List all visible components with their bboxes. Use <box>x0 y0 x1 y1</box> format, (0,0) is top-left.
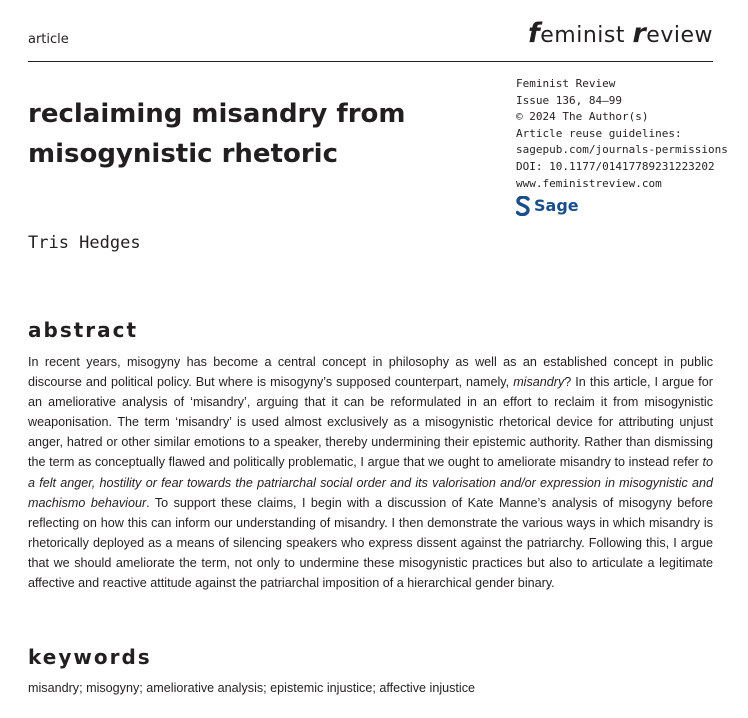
logo-text-eminist: eminist <box>540 23 633 48</box>
abstract-segment: In recent years, misogyny has become a central concept in philosophy as well as an established concept in public discourse and political policy. But where is misogyny’s supposed counterpart, namely, <box>28 355 713 390</box>
abstract-segment: . To support these claims, I begin with a discussion of Kate Manne’s analysis of misogyny before reflecting on how this can inform our understanding of misandry. I then demonstrate the various ways in which misandry is rhetorically deployed as a means of silencing speakers who express dissent against the patriarchy. Following this, I argue that we should ameliorate the term, not only to undermine these misogynistic practices but also to articulate a legitimate affective and reactive attitude against the patriarchal imposition of a hierarchical gender binary. <box>28 495 714 591</box>
abstract-segment-italic: to a felt anger, hostility or fear towards the patriarchal social order and its valorisation and/or expression in misogynistic and machismo behaviour <box>28 455 713 510</box>
meta-reuse-link[interactable]: sagepub.com/journals-permissions <box>516 143 728 157</box>
meta-issue: Issue 136, 84–99 <box>516 93 622 107</box>
page-header <box>28 18 713 62</box>
meta-website[interactable]: www.feministreview.com <box>516 176 662 190</box>
logo-initial-f: f <box>528 18 541 49</box>
meta-doi[interactable]: DOI: 10.1177/01417789231223202 <box>516 159 715 173</box>
abstract-heading: abstract <box>28 318 139 342</box>
publication-metadata <box>516 76 728 216</box>
keywords-list: misandry; misogyny; ameliorative analysis; epistemic injustice; affective injustice <box>28 681 476 695</box>
abstract-segment: ? In this article, I argue for an ameliorative analysis of ‘misandry’, arguing that it can be reformulated in an effort to reclaim it from misogynistic weaponisation. The term ‘misandry’ is used almost exclusively as a misogynistic rhetorical device for attributing unjust anger, hatred or other similar emotions to a speaker, thereby undermining their epistemic authority. Rather than dismissing the term as conceptually flawed and politically problematic, I argue that we ought to ameliorate misandry to instead refer <box>28 375 713 470</box>
journal-logo <box>528 18 713 49</box>
sage-logo-text: Sage <box>534 195 579 215</box>
logo-text-eview: eview <box>646 23 713 48</box>
meta-copyright: © 2024 The Author(s) <box>516 110 649 124</box>
section-label: article <box>28 32 69 47</box>
logo-initial-r: r <box>632 18 647 49</box>
abstract-segment-italic: misandry <box>513 375 565 390</box>
meta-journal: Feminist Review <box>516 77 616 90</box>
author-name: Tris Hedges <box>28 233 141 253</box>
abstract-text <box>28 352 713 593</box>
meta-reuse-label: Article reuse guidelines: <box>516 126 682 140</box>
article-title: reclaiming misandry from misogynistic rhetoric <box>28 99 406 169</box>
sage-logo <box>516 196 728 216</box>
sage-s-icon <box>516 196 530 216</box>
keywords-heading: keywords <box>28 645 152 669</box>
